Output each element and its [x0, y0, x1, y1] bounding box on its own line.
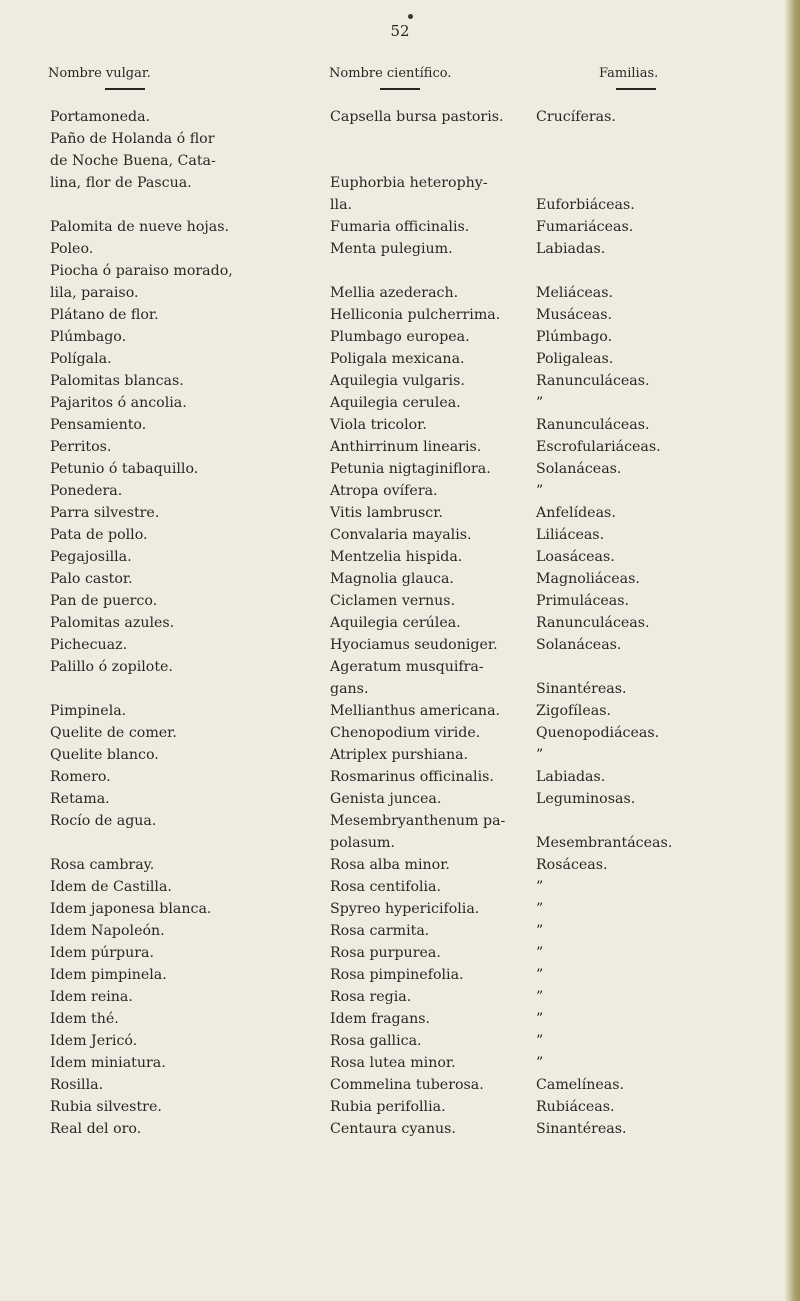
scientific-text: Anthirrinum linearis.: [330, 439, 482, 455]
scientific-text: Atropa ovífera.: [330, 483, 438, 499]
family-text: ”: [536, 395, 544, 411]
family-text: Rosáceas.: [536, 857, 608, 873]
vulgar-text: Perritos.: [50, 439, 112, 455]
scientific-text: Mellianthus americana.: [330, 703, 501, 719]
family-text: ”: [536, 1055, 544, 1071]
vulgar-text: Idem púrpura.: [50, 945, 155, 961]
scientific-text: Commelina tuberosa.: [330, 1077, 484, 1093]
family-text: Fumariáceas.: [536, 219, 634, 235]
family-text: Plúmbago.: [536, 329, 613, 345]
family-text: ”: [536, 901, 544, 917]
family-text: Ranunculáceas.: [536, 615, 650, 631]
vulgar-text: Pan de puerco.: [50, 593, 158, 609]
vulgar-text: Idem pimpinela.: [50, 967, 167, 983]
scientific-text: Capsella bursa pastoris.: [330, 109, 504, 125]
header-vulgar: Nombre vulgar.: [48, 66, 151, 81]
vulgar-text: Rubia silvestre.: [50, 1099, 162, 1115]
vulgar-text: lila, paraiso.: [50, 285, 139, 301]
vulgar-text: Romero.: [50, 769, 111, 785]
family-text: Quenopodiáceas.: [536, 725, 660, 741]
vulgar-text: Polígala.: [50, 351, 112, 367]
scientific-text: Rosa pimpinefolia.: [330, 967, 464, 983]
vulgar-text: Idem Jericó.: [50, 1033, 138, 1049]
scientific-text: Ageratum musquifra-: [330, 659, 484, 675]
vulgar-text: lina, flor de Pascua.: [50, 175, 192, 191]
vulgar-text: Petunio ó tabaquillo.: [50, 461, 199, 477]
vulgar-text: Rosilla.: [50, 1077, 104, 1093]
page-number: 52: [390, 22, 410, 40]
family-text: ”: [536, 483, 544, 499]
vulgar-text: Pegajosilla.: [50, 549, 132, 565]
vulgar-text: Paño de Holanda ó flor: [50, 131, 215, 147]
family-text: Camelíneas.: [536, 1077, 625, 1093]
scientific-text: Rubia perifollia.: [330, 1099, 446, 1115]
vulgar-text: Idem japonesa blanca.: [50, 901, 212, 917]
family-text: Poligaleas.: [536, 351, 614, 367]
vulgar-text: Retama.: [50, 791, 110, 807]
family-text: Magnoliáceas.: [536, 571, 640, 587]
vulgar-text: Poleo.: [50, 241, 94, 257]
family-text: ”: [536, 989, 544, 1005]
family-text: Ranunculáceas.: [536, 373, 650, 389]
family-text: ”: [536, 747, 544, 763]
family-text: ”: [536, 1033, 544, 1049]
family-text: Ranunculáceas.: [536, 417, 650, 433]
scientific-text: lla.: [330, 197, 353, 213]
scientific-text: Plumbago europea.: [330, 329, 470, 345]
family-text: ”: [536, 923, 544, 939]
family-text: Mesembrantáceas.: [536, 835, 673, 851]
scientific-text: Centaura cyanus.: [330, 1121, 456, 1137]
scientific-text: Mesembryanthenum pa-: [330, 813, 506, 829]
family-text: Labiadas.: [536, 241, 606, 257]
family-text: Solanáceas.: [536, 637, 622, 653]
vulgar-text: Palo castor.: [50, 571, 133, 587]
scientific-text: Rosmarinus officinalis.: [330, 769, 494, 785]
family-text: ”: [536, 967, 544, 983]
header-scientific: Nombre científico.: [329, 66, 452, 81]
family-text: Leguminosas.: [536, 791, 636, 807]
vulgar-text: Quelite blanco.: [50, 747, 159, 763]
vulgar-text: Idem de Castilla.: [50, 879, 172, 895]
family-text: Sinantéreas.: [536, 681, 627, 697]
vulgar-text: de Noche Buena, Cata-: [50, 153, 216, 169]
vulgar-text: Pajaritos ó ancolia.: [50, 395, 187, 411]
scientific-text: Rosa carmita.: [330, 923, 430, 939]
family-text: Rubiáceas.: [536, 1099, 615, 1115]
scientific-text: Petunia nigtaginiflora.: [330, 461, 491, 477]
scientific-text: Mentzelia hispida.: [330, 549, 463, 565]
family-text: Anfelídeas.: [536, 505, 616, 521]
scientific-text: Vitis lambruscr.: [330, 505, 443, 521]
family-text: Zigofíleas.: [536, 703, 611, 719]
vulgar-text: Plúmbago.: [50, 329, 127, 345]
scientific-text: Hyociamus seudoniger.: [330, 637, 498, 653]
scientific-text: Rosa gallica.: [330, 1033, 422, 1049]
vulgar-text: Idem thé.: [50, 1011, 119, 1027]
vulgar-text: Palomita de nueve hojas.: [50, 219, 230, 235]
scientific-text: Convalaria mayalis.: [330, 527, 472, 543]
family-text: ”: [536, 879, 544, 895]
scientific-text: Aquilegia vulgaris.: [330, 373, 465, 389]
family-text: ”: [536, 945, 544, 961]
vulgar-text: Idem miniatura.: [50, 1055, 166, 1071]
vulgar-text: Pimpinela.: [50, 703, 127, 719]
vulgar-text: Palillo ó zopilote.: [50, 659, 173, 675]
scientific-text: Aquilegia cerúlea.: [330, 615, 461, 631]
family-text: Labiadas.: [536, 769, 606, 785]
family-text: Escrofulariáceas.: [536, 439, 661, 455]
family-text: Sinantéreas.: [536, 1121, 627, 1137]
scientific-text: Helliconia pulcherrima.: [330, 307, 501, 323]
scientific-text: Rosa alba minor.: [330, 857, 450, 873]
vulgar-text: Piocha ó paraiso morado,: [50, 263, 233, 279]
vulgar-text: Quelite de comer.: [50, 725, 177, 741]
scientific-text: Rosa lutea minor.: [330, 1055, 456, 1071]
vulgar-text: Idem reina.: [50, 989, 133, 1005]
vulgar-text: Plátano de flor.: [50, 307, 159, 323]
scientific-text: Genista juncea.: [330, 791, 442, 807]
vulgar-text: Pata de pollo.: [50, 527, 148, 543]
scientific-text: Fumaria officinalis.: [330, 219, 470, 235]
family-text: Solanáceas.: [536, 461, 622, 477]
vulgar-text: Rosa cambray.: [50, 857, 155, 873]
scientific-text: Spyreo hypericifolia.: [330, 901, 480, 917]
scientific-text: Idem fragans.: [330, 1011, 431, 1027]
scientific-text: Viola tricolor.: [330, 417, 427, 433]
scientific-text: Rosa centifolia.: [330, 879, 442, 895]
scientific-text: gans.: [330, 681, 369, 697]
family-text: Loasáceas.: [536, 549, 615, 565]
scientific-text: Menta pulegium.: [330, 241, 453, 257]
family-text: Musáceas.: [536, 307, 612, 323]
scientific-text: Poligala mexicana.: [330, 351, 465, 367]
family-text: Liliáceas.: [536, 527, 605, 543]
scientific-text: polasum.: [330, 835, 396, 851]
vulgar-text: Pichecuaz.: [50, 637, 128, 653]
vulgar-text: Real del oro.: [50, 1121, 142, 1137]
family-text: Euforbiáceas.: [536, 197, 635, 213]
scientific-text: Mellia azederach.: [330, 285, 459, 301]
scientific-text: Atriplex purshiana.: [330, 747, 469, 763]
family-text: Crucíferas.: [536, 109, 616, 125]
vulgar-text: Ponedera.: [50, 483, 123, 499]
vulgar-text: Parra silvestre.: [50, 505, 160, 521]
family-text: Primuláceas.: [536, 593, 630, 609]
scientific-text: Euphorbia heterophy-: [330, 175, 488, 191]
family-text: Meliáceas.: [536, 285, 614, 301]
scientific-text: Chenopodium viride.: [330, 725, 481, 741]
scientific-text: Magnolia glauca.: [330, 571, 454, 587]
scientific-text: Rosa purpurea.: [330, 945, 441, 961]
vulgar-text: Palomitas azules.: [50, 615, 175, 631]
family-text: ”: [536, 1011, 544, 1027]
vulgar-text: Portamoneda.: [50, 109, 151, 125]
vulgar-text: Palomitas blancas.: [50, 373, 184, 389]
vulgar-text: Rocío de agua.: [50, 813, 157, 829]
vulgar-text: Idem Napoleón.: [50, 923, 165, 939]
scientific-text: Rosa regia.: [330, 989, 412, 1005]
vulgar-text: Pensamiento.: [50, 417, 147, 433]
header-family: Familias.: [599, 66, 659, 81]
scientific-text: Ciclamen vernus.: [330, 593, 456, 609]
scientific-text: Aquilegia cerulea.: [330, 395, 461, 411]
